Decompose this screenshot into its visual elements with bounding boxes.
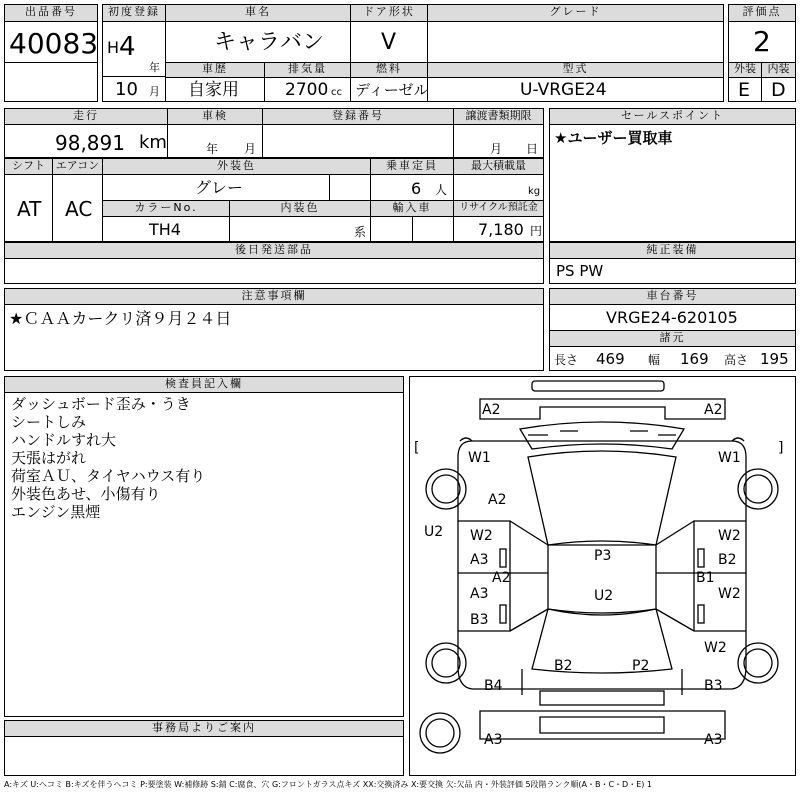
car-name-label: 車名: [165, 4, 351, 22]
mark-rear-center-r: P2: [632, 658, 650, 674]
inspector-note-line: ダッシュボード歪み・うき: [11, 395, 191, 413]
genuine-box: [549, 258, 796, 284]
width: 169: [680, 350, 709, 368]
lot-no-box: [4, 21, 98, 63]
mark-side-left: U2: [424, 524, 444, 540]
ac-box: [52, 174, 103, 242]
capacity-label: 乗車定員: [370, 158, 454, 175]
caution-label: 注意事項欄: [4, 288, 544, 305]
reg-month-box: [102, 76, 166, 102]
mark-door-rr-1: W2: [718, 586, 741, 602]
mark-door-fl-1: W2: [470, 528, 493, 544]
transfer-month-unit: 月: [490, 142, 503, 156]
fuel: ディーゼル: [355, 81, 429, 99]
genuine-label: 純正装備: [549, 242, 796, 259]
selling-label: セールスポイント: [549, 108, 796, 125]
capacity: 6: [411, 179, 422, 198]
ac: AC: [65, 197, 93, 221]
reg-no-box: [262, 124, 454, 158]
displacement-label: 排気量: [264, 62, 351, 78]
color-no: TH4: [149, 220, 181, 239]
capacity-box: [370, 174, 454, 201]
history-label: 車歴: [165, 62, 265, 78]
inspector-note-line: シートしみ: [11, 413, 87, 431]
mark-bracket-right: ]: [778, 440, 784, 456]
genuine-text: PS PW: [556, 262, 604, 280]
office-box: [4, 736, 404, 776]
mileage-label: 走行: [4, 108, 168, 125]
ac-label: エアコン: [52, 158, 103, 175]
mark-bumper-rr: A3: [704, 732, 723, 748]
mark-rear-qr: W2: [704, 640, 727, 656]
score-box: [728, 21, 796, 63]
grade-box: [427, 21, 724, 63]
int-color-unit: 系: [354, 225, 367, 239]
caution-box: [4, 304, 544, 371]
ext-box: [728, 77, 762, 102]
inspector-note-line: 荷室ＡＵ、タイヤハウス有り: [11, 467, 206, 485]
inspection-label: 車検: [167, 108, 263, 125]
color: グレー: [195, 178, 244, 197]
fuel-box: [350, 77, 428, 102]
length: 469: [596, 350, 625, 368]
length-label: 長さ: [554, 353, 579, 367]
mark-roof-front: P3: [594, 548, 612, 564]
inspector-note-line: ハンドルすれ大: [11, 431, 117, 449]
selling-text: ★ユーザー買取車: [554, 129, 673, 147]
specs-box: [549, 346, 796, 371]
reg-year: 4: [119, 32, 136, 62]
mark-door-fr-2: B2: [718, 552, 737, 568]
reg-no-label: 登録番号: [262, 108, 454, 125]
displacement-unit: cc: [331, 87, 342, 98]
car-name: キャラバン: [214, 30, 325, 55]
inspection-year-unit: 年: [206, 142, 219, 156]
mark-front-right: A2: [704, 402, 723, 418]
height: 195: [760, 350, 789, 368]
shift-box: [4, 174, 53, 242]
mark-bracket-left: [: [414, 440, 420, 456]
transfer-day-unit: 日: [526, 142, 539, 156]
transfer-box: [453, 124, 544, 158]
mark-door-fr-1: W2: [718, 528, 741, 544]
history: 自家用: [188, 80, 239, 100]
mark-door-rl-2: B3: [470, 612, 489, 628]
score-label: 評価点: [728, 4, 796, 22]
max-load-unit: kg: [528, 186, 541, 197]
grade-label: グレード: [427, 4, 724, 22]
inspector-notes: [11, 395, 205, 521]
color-no-box: [102, 216, 230, 242]
mark-door-fl-2: A3: [470, 552, 489, 568]
mark-door-fr-3: B1: [696, 570, 715, 586]
transfer-label: 譲渡書類期限: [453, 108, 544, 125]
model-label: 型式: [427, 62, 724, 78]
car-name-box: [165, 21, 351, 63]
import-box-r: [412, 216, 454, 242]
inspector-note-line: 天張はがれ: [11, 449, 87, 467]
displacement-box: [264, 77, 351, 102]
ext-grade: E: [738, 79, 751, 101]
color-label: 外装色: [102, 158, 371, 175]
color-no-label: カラーNo.: [102, 200, 230, 217]
int-label: 内装: [761, 62, 796, 78]
chassis-label: 車台番号: [549, 288, 796, 305]
mileage-unit: km: [139, 132, 167, 153]
door-type: V: [381, 30, 397, 55]
fuel-label: 燃料: [350, 62, 428, 78]
lot-no: 40083: [9, 27, 99, 60]
history-box: [165, 77, 265, 102]
era: H: [107, 38, 120, 57]
mark-rear-l: B4: [484, 678, 503, 694]
mark-fender-fl: W1: [468, 450, 491, 466]
mark-door-fl-3: A2: [492, 570, 511, 586]
mark-roof-mid: U2: [594, 588, 614, 604]
chassis-no: VRGE24-620105: [606, 308, 738, 327]
int-grade: D: [771, 79, 786, 101]
mark-door-rl-1: A3: [470, 586, 489, 602]
recycle: 7,180: [478, 220, 524, 239]
shift-label: シフト: [4, 158, 53, 175]
caution-text: ★ＣＡＡカークリ済９月２４日: [9, 309, 232, 328]
inspection-month-unit: 月: [244, 142, 257, 156]
mark-front-left: A2: [482, 402, 501, 418]
lot-no-label: 出品番号: [4, 4, 98, 22]
first-reg-box: [102, 21, 166, 77]
inspection-box: [167, 124, 263, 158]
selling-box: [549, 124, 796, 242]
later-parts-label: 後日発送部品: [4, 242, 544, 259]
int-box: [761, 77, 796, 102]
height-label: 高さ: [724, 353, 749, 367]
int-color-box: [229, 216, 371, 242]
max-load-box: [453, 174, 544, 201]
mark-rear-center-l: B2: [554, 658, 573, 674]
model-box: [427, 77, 724, 102]
mark-rear-r: B3: [704, 678, 723, 694]
door-box: [350, 21, 428, 63]
mileage-box: [4, 124, 168, 158]
color-box: [102, 174, 330, 201]
specs-label: 諸元: [549, 330, 796, 347]
recycle-unit: 円: [530, 224, 543, 238]
chassis-box: [549, 304, 796, 331]
car-outline: [410, 377, 795, 775]
int-color-label: 内装色: [229, 200, 371, 217]
lot-no-sub: [4, 62, 98, 102]
year-unit: 年: [149, 61, 160, 74]
inspector-label: 検査員記入欄: [4, 376, 404, 393]
vehicle-diagram: [409, 376, 796, 776]
max-load-label: 最大積載量: [453, 158, 544, 175]
door-label: ドア形状: [350, 4, 428, 22]
mark-fender-fr: W1: [718, 450, 741, 466]
first-reg-label: 初度登録: [102, 4, 166, 22]
color-box-right: [329, 174, 371, 201]
displacement: 2700: [285, 80, 329, 100]
month-unit: 月: [149, 85, 160, 98]
width-label: 幅: [648, 353, 661, 367]
inspector-box: [4, 392, 404, 717]
import-box-l: [370, 216, 413, 242]
recycle-box: [453, 216, 544, 242]
legend: A:キズ U:ヘコミ B:キズを伴うヘコミ P:要塗装 W:補修跡 S:錆 C:腐食、穴 G:フロントガラス点キズ XX:交換済み X:要交換 欠:欠品 内・外装評価 5段階ランク順(A・B・C・D・E) 1: [4, 780, 653, 789]
later-parts-box: [4, 258, 544, 284]
ext-label: 外装: [728, 62, 762, 78]
reg-month: 10: [115, 79, 138, 100]
import-label: 輸入車: [370, 200, 454, 217]
mileage: 98,891: [55, 131, 125, 155]
mark-bumper-rl: A3: [484, 732, 503, 748]
inspector-note-line: エンジン黒煙: [11, 503, 101, 521]
office-label: 事務局よりご案内: [4, 720, 404, 737]
recycle-label: リサイクル預託金: [453, 200, 544, 217]
score: 2: [753, 25, 771, 58]
shift: AT: [17, 197, 42, 221]
inspector-note-line: 外装色あせ、小傷有り: [11, 485, 161, 503]
model: U-VRGE24: [520, 80, 607, 100]
capacity-unit: 人: [435, 183, 448, 197]
mark-hood-left: A2: [488, 492, 507, 508]
